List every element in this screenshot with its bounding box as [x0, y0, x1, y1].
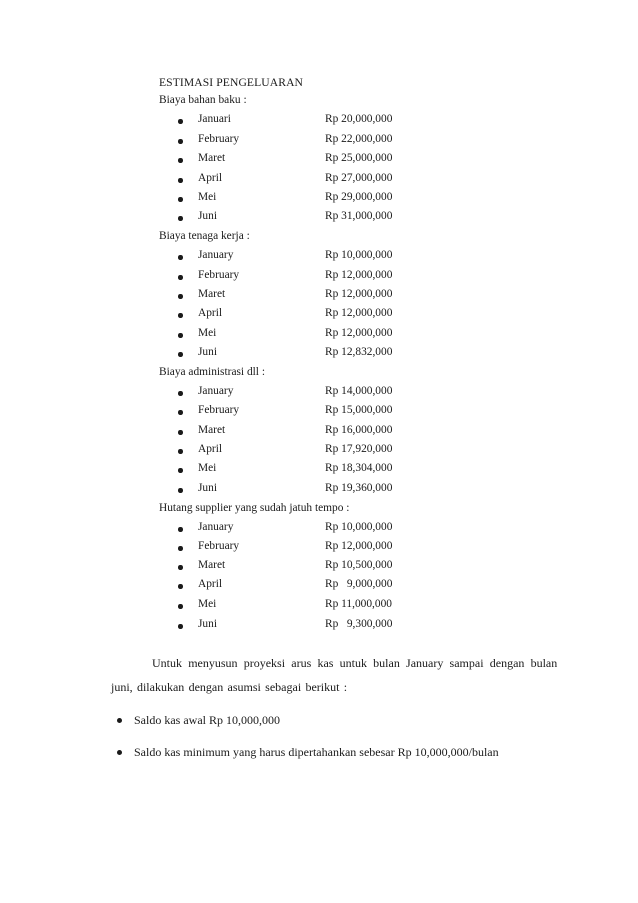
list-item	[158, 249, 398, 267]
paragraph-line-2: juni, dilakukan dengan asumsi sebagai berikut :	[111, 680, 348, 694]
amount-value: Rp 16,000,000	[325, 424, 393, 436]
bullet-icon	[178, 624, 183, 629]
bullet-icon	[178, 488, 183, 493]
bullet-icon	[178, 294, 183, 299]
amount-value: Rp 10,500,000	[325, 559, 393, 571]
bullet-icon	[178, 216, 183, 221]
list-item	[158, 113, 398, 131]
month-label: February	[198, 540, 240, 552]
list-item	[158, 424, 398, 442]
bullet-icon	[178, 352, 183, 357]
bullet-icon	[178, 158, 183, 163]
bullet-icon	[117, 718, 122, 723]
list-item	[158, 618, 398, 636]
amount-value: Rp 25,000,000	[325, 152, 393, 164]
month-label: February	[198, 269, 240, 281]
month-label: Mei	[198, 327, 217, 339]
bullet-icon	[178, 333, 183, 338]
list-item	[158, 521, 398, 539]
amount-value: Rp 12,000,000	[325, 327, 393, 339]
amount-value: Rp 22,000,000	[325, 133, 393, 145]
list-item	[158, 288, 398, 306]
list-item	[158, 462, 398, 480]
list-item	[158, 191, 398, 209]
list-item	[158, 385, 398, 403]
amount-value: Rp 27,000,000	[325, 172, 393, 184]
list-item	[158, 404, 398, 422]
amount-value: Rp 17,920,000	[325, 443, 393, 455]
amount-value: Rp 29,000,000	[325, 191, 393, 203]
bullet-icon	[178, 604, 183, 609]
list-item	[158, 559, 398, 577]
bullet-icon	[178, 119, 183, 124]
bullet-icon	[178, 178, 183, 183]
bullet-icon	[178, 313, 183, 318]
amount-value: Rp 12,000,000	[325, 307, 393, 319]
amount-value: Rp 11,000,000	[325, 598, 392, 610]
list-item	[158, 133, 398, 151]
amount-value: Rp 18,304,000	[325, 462, 393, 474]
bullet-icon	[178, 410, 183, 415]
section-heading-raw-materials: Biaya bahan baku :	[159, 94, 247, 106]
month-label: January	[198, 385, 234, 397]
month-label: Mei	[198, 191, 217, 203]
amount-value: Rp 14,000,000	[325, 385, 393, 397]
expense-estimate-image	[158, 72, 398, 642]
bullet-icon	[178, 584, 183, 589]
amount-value: Rp 10,000,000	[325, 249, 393, 261]
bullet-icon	[178, 449, 183, 454]
list-item	[158, 307, 398, 325]
amount-value: Rp 9,300,000	[325, 618, 393, 630]
amount-value: Rp 9,000,000	[325, 578, 393, 590]
month-label: Maret	[198, 424, 226, 436]
bullet-icon	[178, 275, 183, 280]
month-label: April	[198, 578, 223, 590]
amount-value: Rp 12,832,000	[325, 346, 393, 358]
list-item	[158, 152, 398, 170]
list-item	[158, 482, 398, 500]
month-label: Mei	[198, 598, 217, 610]
bullet-icon	[178, 197, 183, 202]
bullet-icon	[178, 546, 183, 551]
amount-value: Rp 31,000,000	[325, 210, 393, 222]
amount-value: Rp 12,000,000	[325, 288, 393, 300]
section-heading-admin: Biaya administrasi dll :	[159, 366, 265, 378]
assumption-text: Saldo kas minimum yang harus dipertahankan sebesar Rp 10,000,000/bulan	[134, 745, 499, 759]
month-label: Mei	[198, 462, 217, 474]
list-item	[158, 172, 398, 190]
list-item	[158, 327, 398, 345]
assumption-text: Saldo kas awal Rp 10,000,000	[134, 713, 280, 727]
month-label: Januari	[198, 113, 231, 125]
month-label: January	[198, 249, 234, 261]
month-label: Juni	[198, 618, 217, 630]
paragraph-line-1: Untuk menyusun proyeksi arus kas untuk bulan January sampai dengan bulan	[152, 656, 558, 670]
month-label: Juni	[198, 210, 217, 222]
list-item	[158, 578, 398, 596]
list-item	[158, 540, 398, 558]
month-label: Juni	[198, 482, 217, 494]
month-label: January	[198, 521, 234, 533]
amount-value: Rp 19,360,000	[325, 482, 393, 494]
month-label: Maret	[198, 152, 226, 164]
bullet-icon	[178, 430, 183, 435]
amount-value: Rp 15,000,000	[325, 404, 393, 416]
bullet-icon	[178, 527, 183, 532]
bullet-icon	[178, 255, 183, 260]
list-item	[158, 443, 398, 461]
bullet-icon	[117, 750, 122, 755]
month-label: Juni	[198, 346, 217, 358]
bullet-icon	[178, 139, 183, 144]
section-heading-labor: Biaya tenaga kerja :	[159, 230, 250, 242]
amount-value: Rp 12,000,000	[325, 269, 393, 281]
month-label: February	[198, 133, 240, 145]
list-item	[158, 598, 398, 616]
amount-value: Rp 20,000,000	[325, 113, 393, 125]
bullet-icon	[178, 565, 183, 570]
list-item	[158, 269, 398, 287]
estimate-title: ESTIMASI PENGELUARAN	[159, 76, 304, 89]
bullet-icon	[178, 391, 183, 396]
amount-value: Rp 12,000,000	[325, 540, 393, 552]
month-label: April	[198, 307, 223, 319]
month-label: April	[198, 172, 223, 184]
section-heading-supplier-debt: Hutang supplier yang sudah jatuh tempo :	[159, 502, 350, 514]
month-label: Maret	[198, 288, 226, 300]
list-item	[158, 210, 398, 228]
month-label: April	[198, 443, 223, 455]
bullet-icon	[178, 468, 183, 473]
list-item	[158, 346, 398, 364]
amount-value: Rp 10,000,000	[325, 521, 393, 533]
month-label: February	[198, 404, 240, 416]
month-label: Maret	[198, 559, 226, 571]
